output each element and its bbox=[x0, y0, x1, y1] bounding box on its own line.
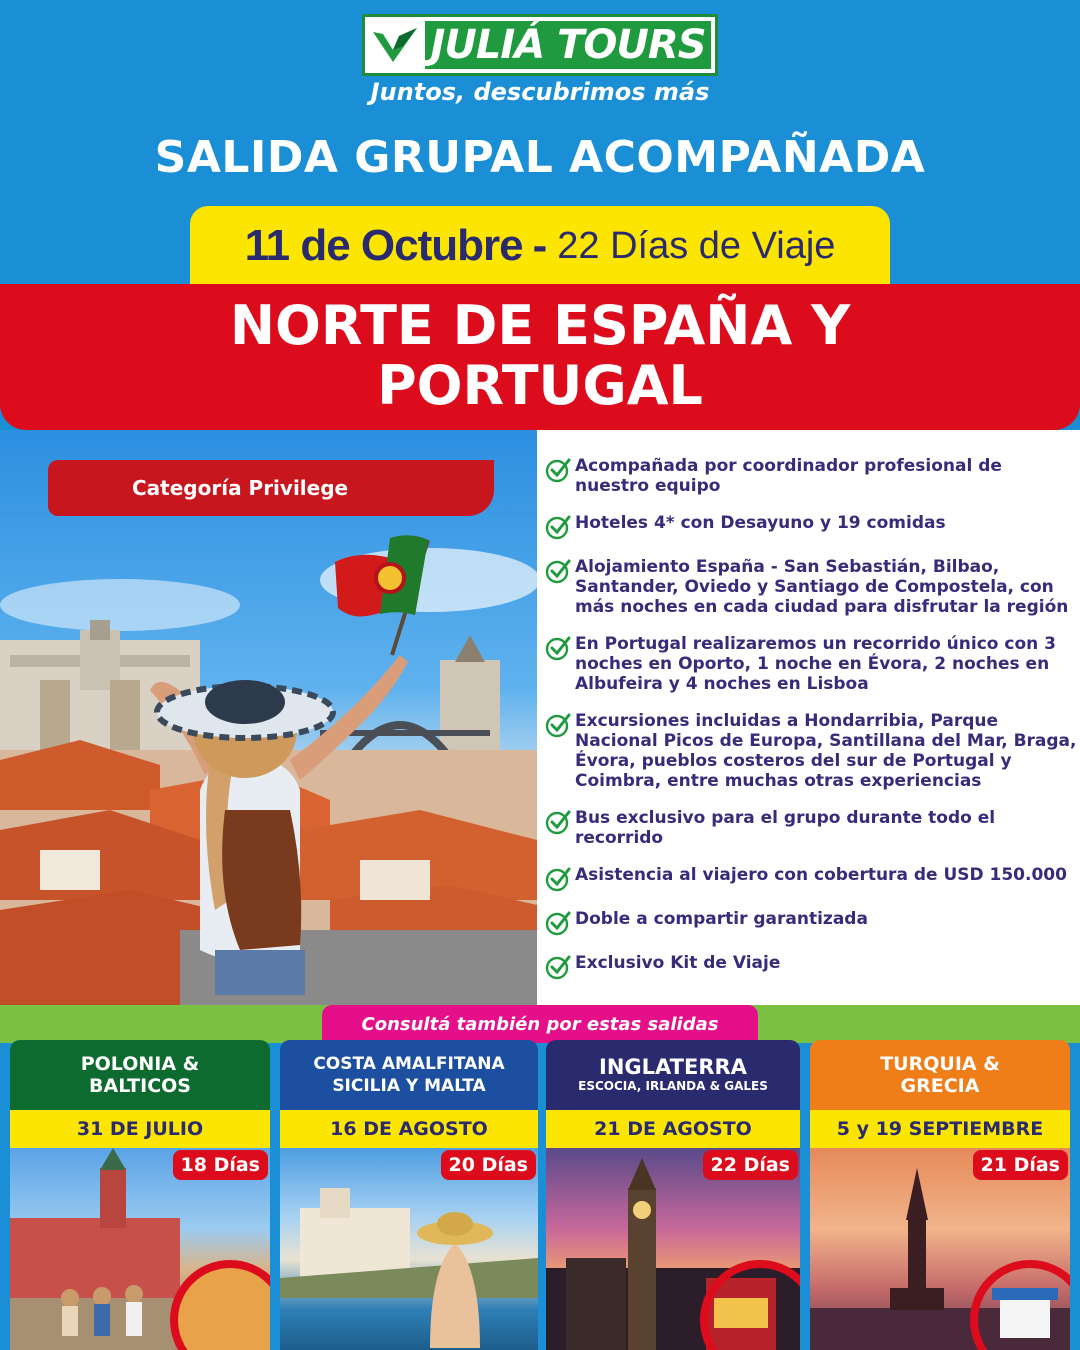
feature-item bbox=[545, 808, 1080, 848]
tour-days-badge: 21 Días bbox=[973, 1150, 1068, 1180]
tour-title: TURQUIA & GRECIA bbox=[880, 1053, 1000, 1097]
tour-card-inglaterra[interactable] bbox=[546, 1040, 800, 1350]
feature-text: Asistencia al viajero con cobertura de USD 150.000 bbox=[575, 865, 1067, 885]
tour-card-polonia[interactable] bbox=[10, 1040, 270, 1350]
tour-days-badge: 20 Días bbox=[441, 1150, 536, 1180]
departure-separator: - bbox=[532, 221, 548, 270]
tour-date: 16 DE AGOSTO bbox=[280, 1110, 538, 1148]
feature-text: Exclusivo Kit de Viaje bbox=[575, 953, 781, 973]
check-circle-icon bbox=[545, 514, 571, 540]
tour-card-header bbox=[810, 1040, 1070, 1110]
destination-line-1: NORTE DE ESPAÑA Y bbox=[229, 294, 851, 357]
tour-photo bbox=[10, 1148, 270, 1350]
destination-title bbox=[0, 296, 1080, 416]
tour-title: POLONIA & BALTICOS bbox=[80, 1053, 200, 1097]
check-circle-icon bbox=[545, 457, 571, 483]
feature-text: Alojamiento España - San Sebastián, Bilbao, Santander, Oviedo y Santiago de Compostela, con más noches en cada ciudad para disfrutar la región bbox=[575, 557, 1069, 617]
check-circle-icon bbox=[545, 954, 571, 980]
tour-card-amalfi[interactable] bbox=[280, 1040, 538, 1350]
tour-card-header bbox=[10, 1040, 270, 1110]
tour-photo bbox=[810, 1148, 1070, 1350]
tour-card-turquia[interactable] bbox=[810, 1040, 1070, 1350]
tour-title: COSTA AMALFITANA SICILIA Y MALTA bbox=[313, 1054, 505, 1096]
feature-text: Bus exclusivo para el grupo durante todo el recorrido bbox=[575, 808, 996, 848]
feature-item bbox=[545, 711, 1080, 791]
destination-line-2: PORTUGAL bbox=[377, 354, 703, 417]
tour-card-header bbox=[280, 1040, 538, 1110]
departure-date: 11 de Octubre bbox=[244, 221, 523, 270]
tour-title: INGLATERRA bbox=[599, 1055, 747, 1079]
headline: SALIDA GRUPAL ACOMPAÑADA bbox=[154, 132, 926, 183]
check-circle-icon bbox=[545, 635, 571, 661]
consult-banner: Consultá también por estas salidas bbox=[322, 1005, 758, 1043]
feature-item bbox=[545, 953, 1080, 980]
hero-photo bbox=[0, 430, 537, 1005]
feature-text: Excursiones incluidas a Hondarribia, Parque Nacional Picos de Europa, Santillana del Mar, Braga, Évora, pueblos costeros del sur de Portugal y Coimbra, entre muchas otras experiencias bbox=[575, 711, 1077, 791]
tour-photo bbox=[546, 1148, 800, 1350]
tour-date: 5 y 19 SEPTIEMBRE bbox=[810, 1110, 1070, 1148]
tour-date: 31 DE JULIO bbox=[10, 1110, 270, 1148]
dove-icon bbox=[365, 17, 425, 73]
feature-item bbox=[545, 513, 1080, 540]
feature-item bbox=[545, 865, 1080, 892]
check-circle-icon bbox=[545, 910, 571, 936]
check-circle-icon bbox=[545, 809, 571, 835]
logo-wordmark: JULIÁ TOURS bbox=[425, 21, 711, 69]
feature-item bbox=[545, 456, 1080, 496]
departure-banner bbox=[190, 206, 890, 286]
tour-card-header bbox=[546, 1040, 800, 1110]
feature-text: Doble a compartir garantizada bbox=[575, 909, 868, 929]
tour-photo bbox=[280, 1148, 538, 1350]
tagline: Juntos, descubrimos más bbox=[370, 78, 710, 106]
feature-item bbox=[545, 557, 1080, 617]
check-circle-icon bbox=[545, 866, 571, 892]
tour-subtitle: ESCOCIA, IRLANDA & GALES bbox=[578, 1079, 768, 1093]
check-circle-icon bbox=[545, 558, 571, 584]
check-circle-icon bbox=[545, 712, 571, 738]
brand-logo[interactable] bbox=[362, 14, 718, 76]
feature-text: En Portugal realizaremos un recorrido único con 3 noches en Oporto, 1 noche en Évora, 2 noches en Albufeira y 4 noches en Lisboa bbox=[575, 634, 1056, 694]
tour-days-badge: 22 Días bbox=[703, 1150, 798, 1180]
tour-date: 21 DE AGOSTO bbox=[546, 1110, 800, 1148]
category-badge: Categoría Privilege bbox=[48, 460, 494, 516]
features-list bbox=[537, 430, 1080, 1005]
feature-text: Acompañada por coordinador profesional de nuestro equipo bbox=[575, 456, 1002, 496]
feature-item bbox=[545, 634, 1080, 694]
trip-duration: 22 Días de Viaje bbox=[557, 224, 836, 267]
feature-text: Hoteles 4* con Desayuno y 19 comidas bbox=[575, 513, 946, 533]
feature-item bbox=[545, 909, 1080, 936]
tour-days-badge: 18 Días bbox=[173, 1150, 268, 1180]
